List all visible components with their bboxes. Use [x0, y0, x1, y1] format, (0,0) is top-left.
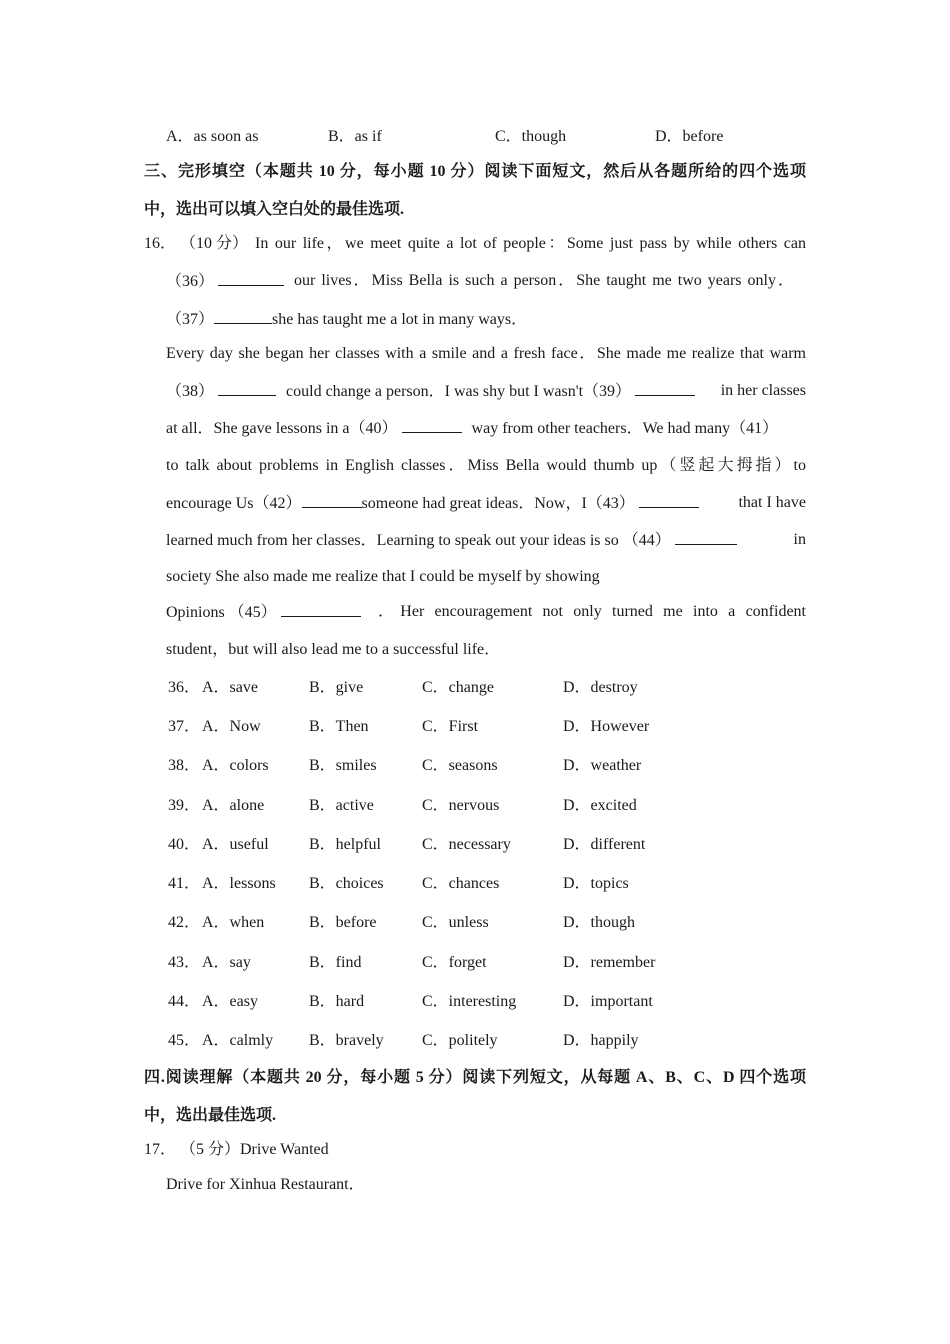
- choice-number: 40．: [168, 836, 201, 853]
- choice-b: B．before: [309, 914, 377, 931]
- question-17-title: Drive Wanted: [240, 1141, 329, 1158]
- passage-line-7: to talk about problems in English classes．Miss Bella would thumb up（竖起大拇指）to: [166, 457, 806, 474]
- choice-a: A．alone: [202, 797, 265, 814]
- prev-option-c: C．though: [495, 128, 567, 145]
- blank-39: [635, 381, 695, 396]
- passage-line-11: [166, 602, 806, 623]
- blank-45: [281, 602, 361, 617]
- choice-number: 44．: [168, 993, 201, 1010]
- choice-b: B．bravely: [309, 1032, 384, 1049]
- blank-label-45: Opinions （45）: [166, 604, 277, 621]
- choice-d: D．different: [563, 836, 646, 853]
- choice-number: 43．: [168, 954, 201, 971]
- choice-a: A．colors: [202, 757, 269, 774]
- choice-a: A．easy: [202, 993, 258, 1010]
- passage-line-1: In our life，we meet quite a lot of people：Some just pass by while others can: [255, 235, 806, 252]
- blank-40: [402, 418, 462, 433]
- passage-line-8-end: that I have: [738, 494, 806, 511]
- section3-heading-line1: 三、完形填空（本题共 10 分，每小题 10 分）阅读下面短文，然后从各题所给的四个选项: [144, 163, 806, 180]
- choice-d: D．destroy: [563, 679, 638, 696]
- passage-line-9: [166, 530, 806, 551]
- choice-number: 37．: [168, 718, 201, 735]
- choice-c: C．politely: [422, 1032, 498, 1049]
- choice-c: C．necessary: [422, 836, 511, 853]
- choice-a: A．save: [202, 679, 258, 696]
- blank-label-40: at all．She gave lessons in a（40）: [166, 420, 398, 437]
- choice-c: C．chances: [422, 875, 500, 892]
- choice-b: B．smiles: [309, 757, 377, 774]
- choice-c: C．change: [422, 679, 494, 696]
- section4-heading-line2: 中，选出最佳选项.: [144, 1107, 277, 1124]
- choice-d: D．However: [563, 718, 650, 735]
- choice-b: B．Then: [309, 718, 369, 735]
- passage-line-2-rest: our lives．Miss Bella is such a person．She taught me two years only．: [294, 272, 794, 289]
- choice-number: 42．: [168, 914, 201, 931]
- section3-heading-line2: 中，选出可以填入空白处的最佳选项.: [144, 201, 405, 218]
- choice-d: D．important: [563, 993, 653, 1010]
- blank-label-42: encourage Us（42）: [166, 495, 302, 512]
- prev-option-b: B．as if: [328, 128, 382, 145]
- choice-d: D．remember: [563, 954, 656, 971]
- choice-a: A．calmly: [202, 1032, 274, 1049]
- prev-option-a: A．as soon as: [166, 128, 259, 145]
- blank-label-38: （38）: [166, 383, 215, 400]
- passage-line-10: society She also made me realize that I could be myself by showing: [166, 568, 600, 585]
- blank-label-36: （36）: [166, 273, 215, 290]
- choice-c: C．interesting: [422, 993, 517, 1010]
- choice-number: 41．: [168, 875, 201, 892]
- choice-d: D．topics: [563, 875, 629, 892]
- blank-label-37: （37）: [166, 311, 215, 328]
- choice-d: D．happily: [563, 1032, 639, 1049]
- choice-d: D．though: [563, 914, 636, 931]
- choice-a: A．lessons: [202, 875, 276, 892]
- passage-line-2: [166, 271, 284, 292]
- prev-option-d: D．before: [655, 128, 724, 145]
- blank-label-41: way from other teachers．We had many（41）: [471, 420, 779, 437]
- choice-c: C．nervous: [422, 797, 500, 814]
- passage-line-12: student，but will also lead me to a successful life．: [166, 641, 501, 658]
- choice-number: 36．: [168, 679, 201, 696]
- choice-a: A．Now: [202, 718, 261, 735]
- passage-line-4: Every day she began her classes with a smile and a fresh face．She made me realize that warm: [166, 345, 806, 362]
- question-16-score: （10 分）: [180, 235, 249, 252]
- question-17-subtitle: Drive for Xinhua Restaurant．: [166, 1176, 365, 1193]
- choice-number: 45．: [168, 1032, 201, 1049]
- passage-line-5: [166, 381, 806, 402]
- choice-number: 38．: [168, 757, 201, 774]
- blank-44: [675, 530, 737, 545]
- choice-a: A．when: [202, 914, 265, 931]
- choice-b: B．choices: [309, 875, 384, 892]
- choice-a: A．useful: [202, 836, 269, 853]
- passage-line-11-rest: ．Her encouragement not only turned me into a confident: [378, 603, 806, 620]
- blank-38: [218, 381, 276, 396]
- choice-number: 39．: [168, 797, 201, 814]
- section4-heading-line1: 四.阅读理解（本题共 20 分，每小题 5 分）阅读下列短文，从每题 A、B、C、D 四个选项: [144, 1069, 806, 1086]
- blank-36: [218, 271, 284, 286]
- choice-b: B．give: [309, 679, 364, 696]
- choice-b: B．helpful: [309, 836, 381, 853]
- choice-c: C．First: [422, 718, 479, 735]
- blank-43: [639, 493, 699, 508]
- passage-line-3: [166, 309, 527, 330]
- blank-label-43: someone had great ideas．Now，I（43）: [361, 495, 635, 512]
- blank-label-44: learned much from her classes．Learning to speak out your ideas is so （44）: [166, 532, 671, 549]
- passage-line-6: [166, 418, 806, 439]
- question-16-number: 16．: [144, 235, 177, 252]
- choice-b: B．find: [309, 954, 362, 971]
- choice-b: B．hard: [309, 993, 365, 1010]
- blank-42: [302, 493, 362, 508]
- choice-d: D．weather: [563, 757, 642, 774]
- passage-line-9-end: in: [793, 531, 806, 548]
- choice-c: C．forget: [422, 954, 487, 971]
- choice-c: C．unless: [422, 914, 489, 931]
- choice-c: C．seasons: [422, 757, 498, 774]
- passage-line-8: [166, 493, 806, 514]
- question-17-score: （5 分）: [180, 1141, 241, 1158]
- choice-d: D．excited: [563, 797, 637, 814]
- blank-label-39: could change a person．I was shy but I wasn't（39）: [286, 383, 632, 400]
- choice-a: A．say: [202, 954, 251, 971]
- blank-37: [214, 309, 272, 324]
- question-17-number: 17．: [144, 1141, 177, 1158]
- passage-line-5-end: in her classes: [720, 382, 806, 399]
- passage-line-3-rest: she has taught me a lot in many ways．: [272, 311, 528, 328]
- choice-b: B．active: [309, 797, 374, 814]
